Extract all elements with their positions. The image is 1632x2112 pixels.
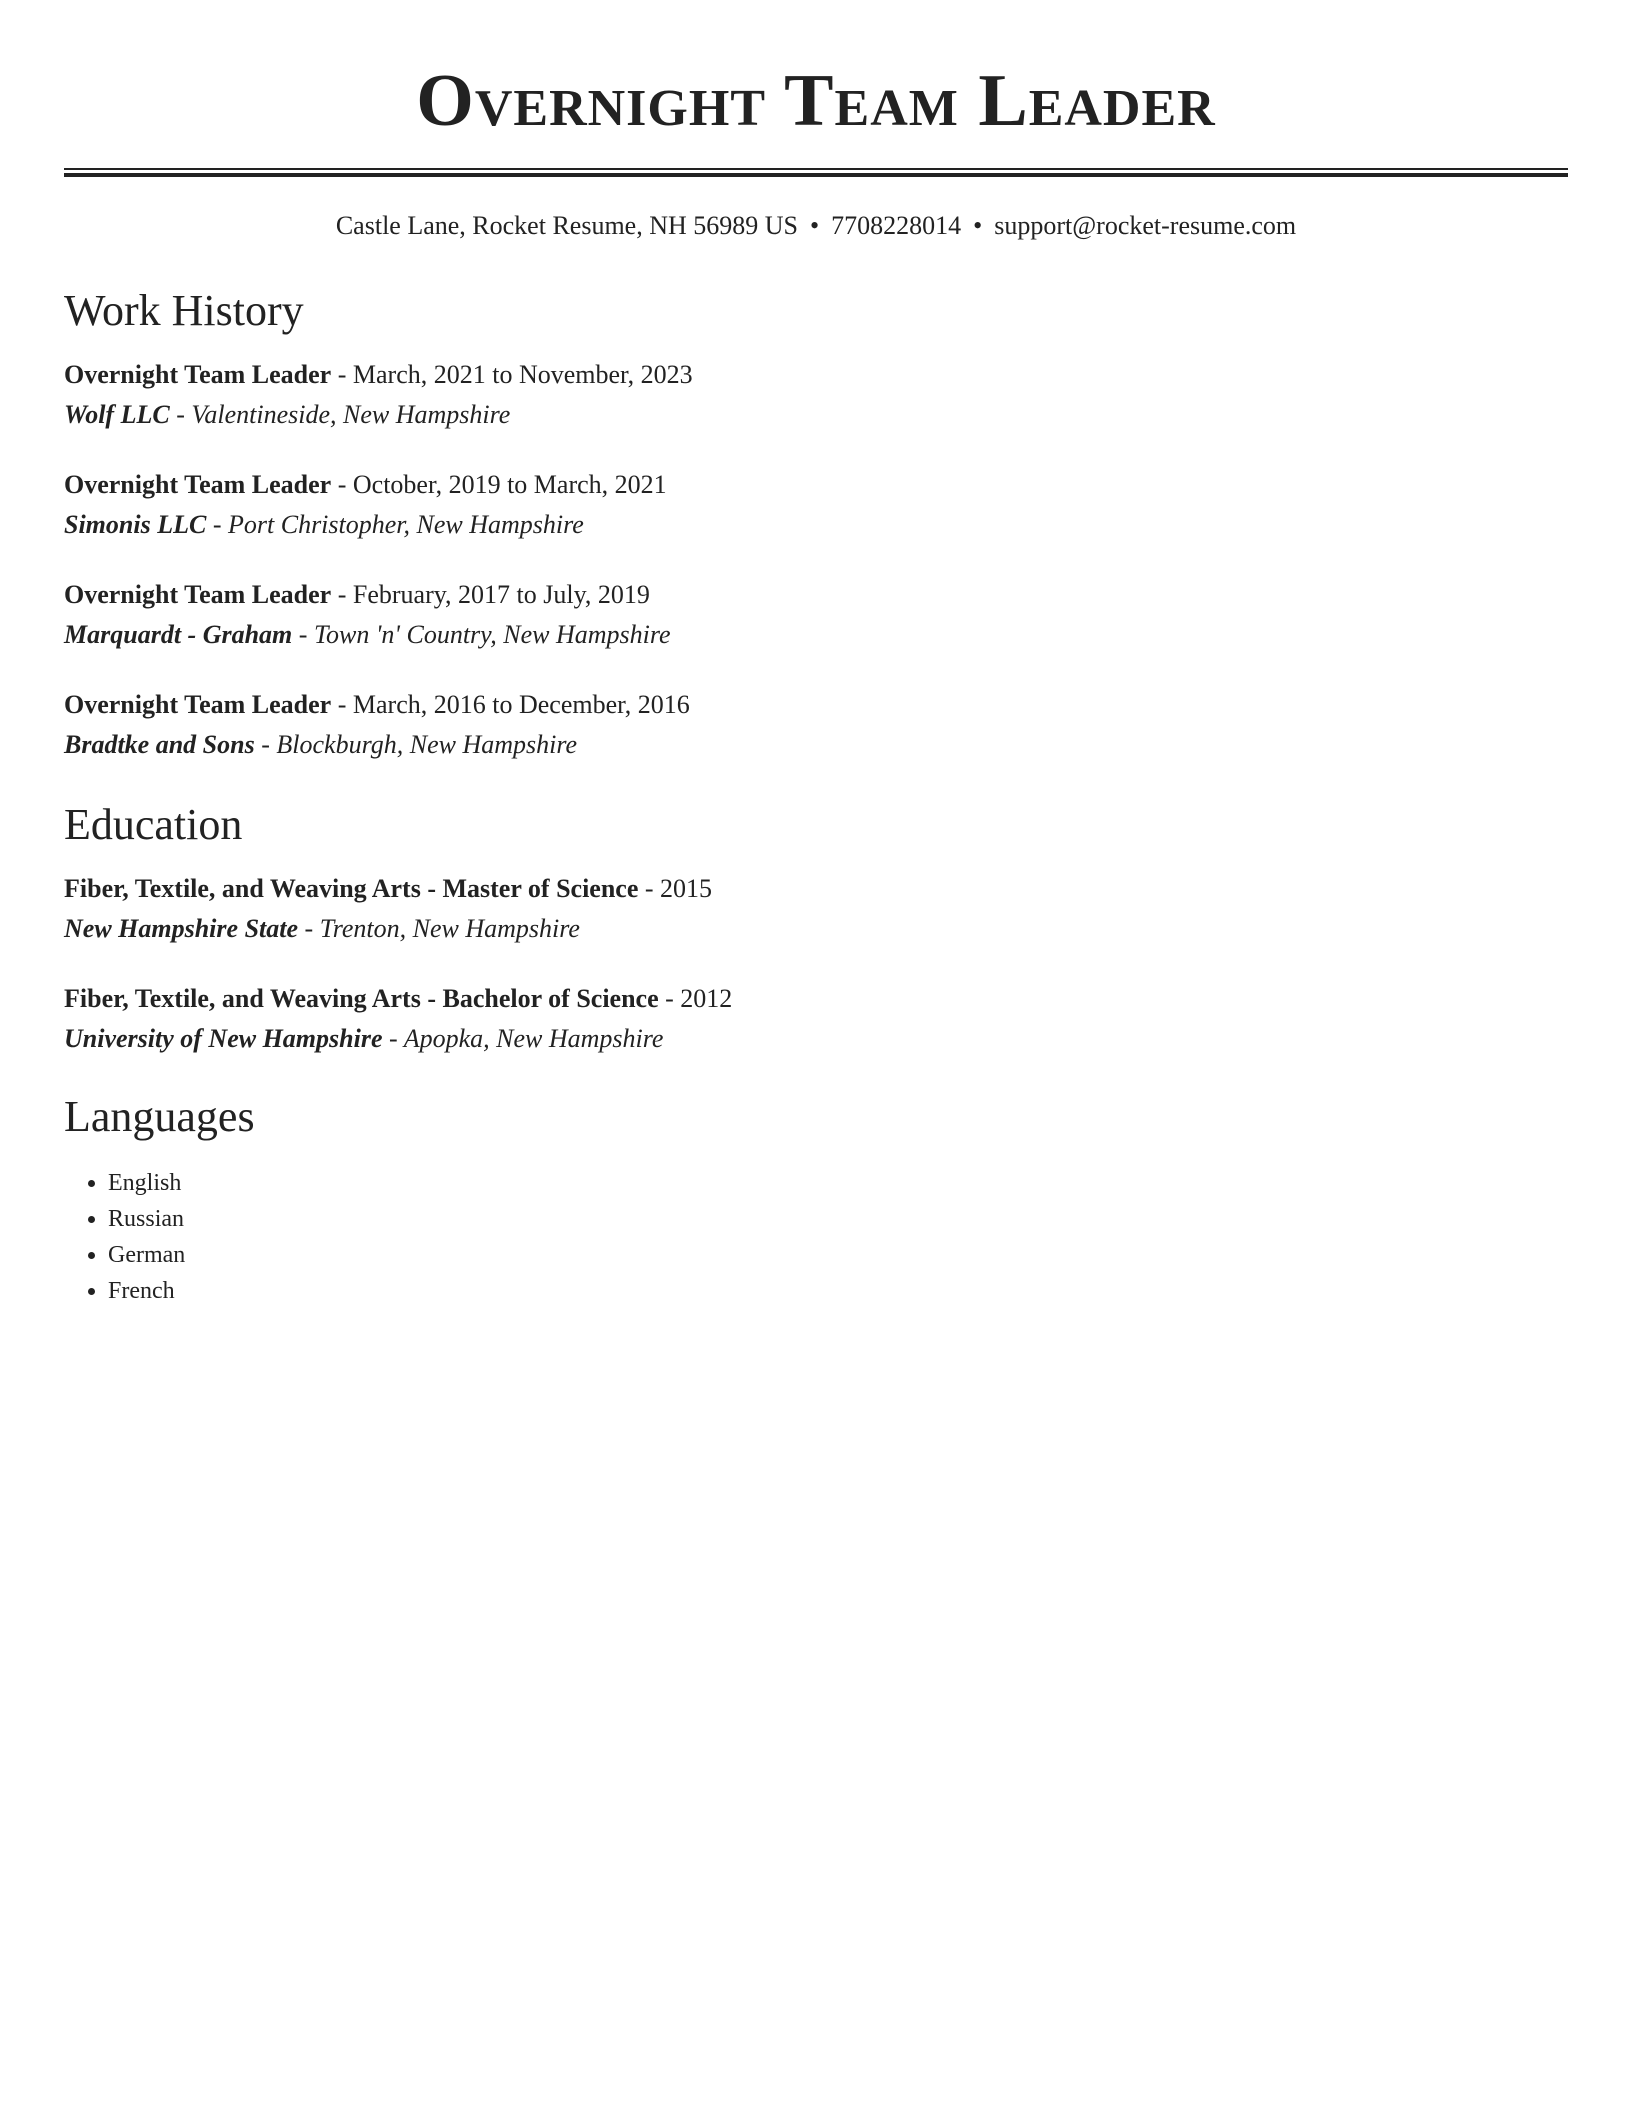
job-location: Port Christopher, New Hampshire (228, 510, 584, 539)
contact-phone: 7708228014 (831, 211, 962, 240)
dash: - (337, 470, 347, 499)
dash: - (304, 914, 314, 943)
dash: - (389, 1024, 398, 1053)
school: University of New Hampshire (64, 1024, 383, 1053)
job-company: Marquardt - Graham (64, 620, 293, 649)
language-item: • French (108, 1273, 1568, 1309)
work-entry (64, 355, 1568, 435)
resume-title: Overnight Team Leader (416, 60, 1216, 142)
dash: - (337, 690, 347, 719)
contact-separator: • (973, 211, 983, 240)
job-company: Wolf LLC (64, 400, 170, 429)
dash: - (644, 874, 654, 903)
school-location: Apopka, New Hampshire (403, 1024, 664, 1053)
work-entry (64, 685, 1568, 765)
language-item: • German (108, 1237, 1568, 1273)
dash: - (337, 360, 347, 389)
degree: Fiber, Textile, and Weaving Arts - Master of Science (64, 874, 639, 903)
job-dates: February, 2017 to July, 2019 (352, 580, 650, 609)
work-history-heading: Work History (64, 286, 304, 335)
contact-line (64, 213, 1568, 239)
job-dates: October, 2019 to March, 2021 (352, 470, 667, 499)
job-role: Overnight Team Leader (64, 580, 332, 609)
dash: - (176, 400, 185, 429)
work-entry (64, 465, 1568, 545)
job-role: Overnight Team Leader (64, 360, 332, 389)
language-item: • English (108, 1165, 1568, 1201)
degree-year: 2015 (660, 874, 713, 903)
languages-list (64, 1165, 1568, 1309)
job-location: Blockburgh, New Hampshire (276, 730, 578, 759)
job-company: Simonis LLC (64, 510, 207, 539)
job-dates: March, 2021 to November, 2023 (352, 360, 693, 389)
dash: - (261, 730, 270, 759)
job-location: Valentineside, New Hampshire (191, 400, 511, 429)
job-dates: March, 2016 to December, 2016 (352, 690, 690, 719)
contact-address: Castle Lane, Rocket Resume, NH 56989 US (335, 211, 798, 240)
education-heading: Education (64, 800, 243, 849)
job-role: Overnight Team Leader (64, 690, 332, 719)
work-entry (64, 575, 1568, 655)
job-role: Overnight Team Leader (64, 470, 332, 499)
title-divider (64, 168, 1568, 177)
language-item: • Russian (108, 1201, 1568, 1237)
education-entry (64, 979, 1568, 1059)
degree: Fiber, Textile, and Weaving Arts - Bachelor of Science (64, 984, 659, 1013)
contact-email: support@rocket-resume.com (994, 211, 1297, 240)
dash: - (212, 510, 222, 539)
dash: - (337, 580, 347, 609)
education-entry (64, 869, 1568, 949)
school: New Hampshire State (64, 914, 299, 943)
degree-year: 2012 (680, 984, 733, 1013)
dash: - (298, 620, 308, 649)
dash: - (665, 984, 674, 1013)
languages-heading: Languages (64, 1092, 255, 1141)
job-location: Town 'n' Country, New Hampshire (313, 620, 671, 649)
school-location: Trenton, New Hampshire (319, 914, 580, 943)
contact-separator: • (810, 211, 820, 240)
job-company: Bradtke and Sons (64, 730, 255, 759)
